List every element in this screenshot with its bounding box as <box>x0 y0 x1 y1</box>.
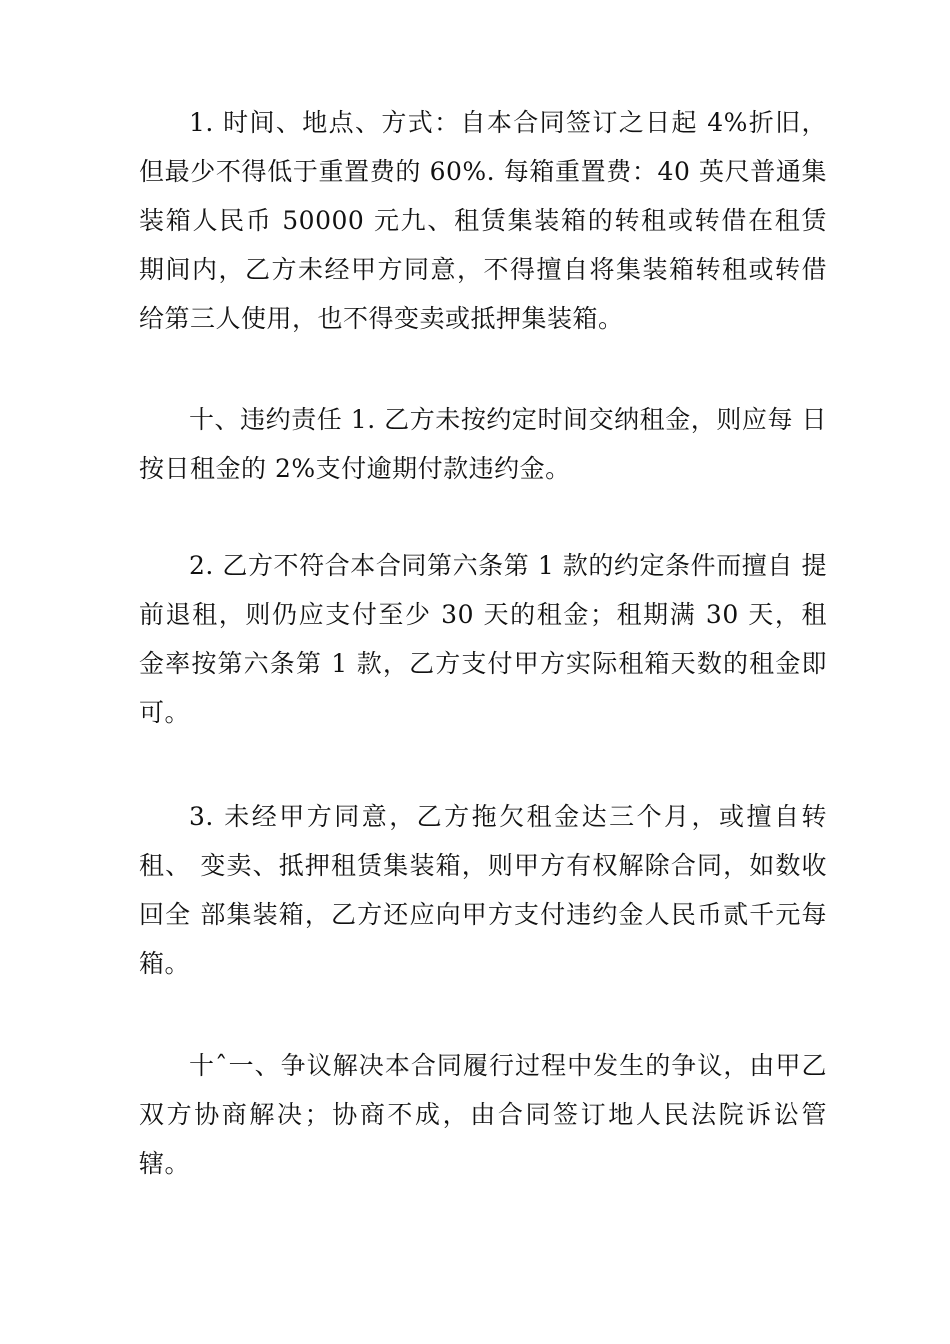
paragraph-breach-liability-late-rent: 十、违约责任 1. 乙方未按约定时间交纳租金，则应每 日按日租金的 2%支付逾期付款违约金。 <box>139 405 827 483</box>
paragraph-early-termination: 2. 乙方不符合本合同第六条第 1 款的约定条件而擅自 提前退租，则仍应支付至少 30 天的租金；租期满 30 天，租 金率按第六条第 1 款，乙方支付甲方实际租箱天数的租金即可。 <box>139 551 827 727</box>
paragraph-depreciation-and-sublease: 1. 时间、地点、方式：自本合同签订之日起 4%折旧，但最少不得低于重置费的 60%. 每箱重置费：40 英尺普通集 装箱人民币 50000 元九、租赁集装箱的转租或转借在租赁 期间内，乙方未经甲方同意，不得擅自将集装箱转租或转借 给第三人使用，也不得变卖或抵押集装箱。 <box>139 108 827 333</box>
paragraph-dispute-resolution: 十ˆ一、争议解决本合同履行过程中发生的争议，由甲乙双方协商解决；协商不成，由合同签订地人民法院诉讼管辖。 <box>139 1051 827 1178</box>
paragraph-contract-rescission: 3. 未经甲方同意，乙方拖欠租金达三个月，或擅自转租、 变卖、抵押租赁集装箱，则甲方有权解除合同，如数收回全 部集装箱，乙方还应向甲方支付违约金人民币贰千元每箱。 <box>139 802 827 978</box>
